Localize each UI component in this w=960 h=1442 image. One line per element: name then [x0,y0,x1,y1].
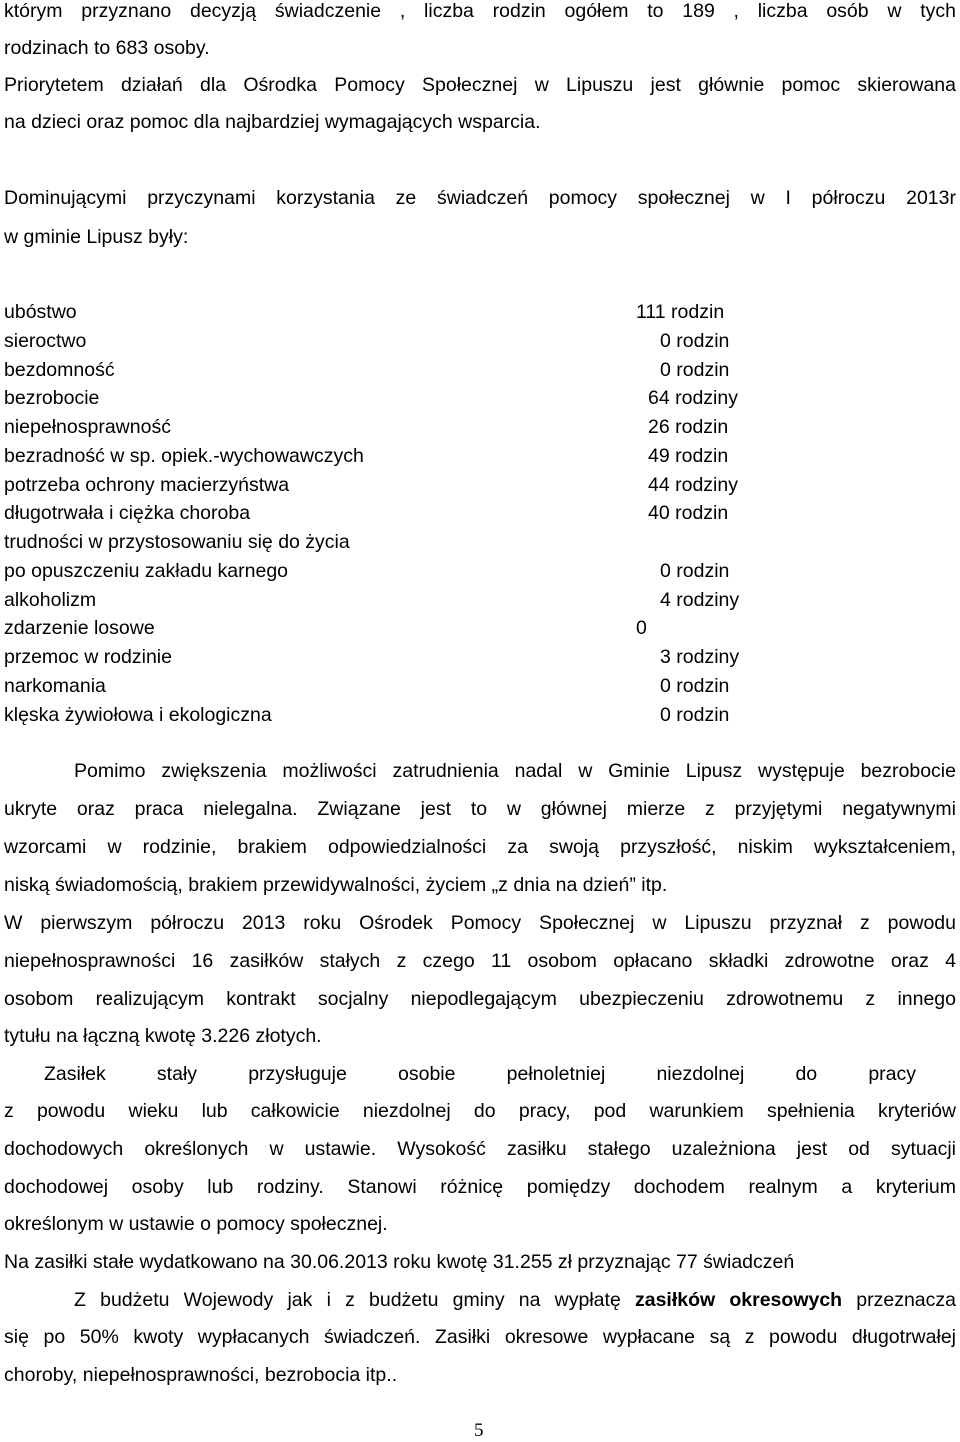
causes-intro-line: Dominującymi przyczynami korzystania ze świadczeń pomocy społecznej w I półroczu 2013r [4,187,956,209]
spending-line: Na zasiłki stałe wydatkowano na 30.06.2013 roku kwotę 31.255 zł przyznając 77 świadczeń [4,1251,795,1273]
cause-value: 111 rodzin [636,301,725,323]
intro-line: Priorytetem działań dla Ośrodka Pomocy Społecznej w Lipuszu jest głównie pomoc skierowana [4,74,956,96]
paragraph-line [74,1289,956,1312]
paragraph-line: wzorcami w rodzinie, brakiem odpowiedzialności za swoją przyszłość, niskim wykształceniem, [4,836,956,858]
paragraph-line: osobom realizującym kontrakt socjalny niepodlegającym ubezpieczeniu zdrowotnemu z innego [4,988,956,1010]
causes-intro-line: w gminie Lipusz były: [4,226,189,248]
cause-value: 49 rodzin [648,445,729,467]
cause-label: alkoholizm [4,589,97,611]
cause-value: 0 rodzin [660,560,730,582]
paragraph-text: Z budżetu Wojewody jak i z budżetu gminy na wypłatę [74,1289,635,1311]
paragraph-line: Pomimo zwiększenia możliwości zatrudnienia nadal w Gminie Lipusz występuje bezrobocie [74,760,956,782]
cause-value: 40 rodzin [648,502,729,524]
cause-label: długotrwała i ciężka choroba [4,502,251,524]
bold-term: zasiłków okresowych [634,1289,843,1311]
paragraph-line: ukryte oraz praca nielegalna. Związane jest to w głównej mierze z przyjętymi negatywnymi [4,798,956,820]
cause-label: sieroctwo [4,330,87,352]
cause-label: bezdomność [4,359,115,381]
paragraph-line: choroby, niepełnosprawności, bezrobocia itp.. [4,1364,398,1386]
cause-value: 44 rodziny [648,474,738,496]
paragraph-line: dochodowych określonych w ustawie. Wysokość zasiłku stałego uzależniona jest od sytuacji [4,1138,956,1160]
intro-line: rodzinach to 683 osoby. [4,37,210,59]
cause-label: zdarzenie losowe [4,617,155,639]
page-number: 5 [474,1420,484,1441]
cause-label: trudności w przystosowaniu się do życia [4,531,350,553]
paragraph-line: się po 50% kwoty wypłacanych świadczeń. Zasiłki okresowe wypłacane są z powodu długotrwałej [4,1326,956,1348]
cause-label: bezrobocie [4,387,100,409]
cause-value: 0 rodzin [660,330,730,352]
paragraph-line: tytułu na łączną kwotę 3.226 złotych. [4,1025,322,1047]
cause-value: 4 rodziny [660,589,740,611]
paragraph-line: niską świadomością, brakiem przewidywalności, życiem „z dnia na dzień” itp. [4,874,668,896]
cause-label: narkomania [4,675,106,697]
cause-value: 0 [636,617,647,639]
paragraph-line: W pierwszym półroczu 2013 roku Ośrodek Pomocy Społecznej w Lipuszu przyznał z powodu [4,912,956,934]
cause-value: 0 rodzin [660,704,730,726]
cause-label: ubóstwo [4,301,77,323]
cause-value: 3 rodziny [660,646,740,668]
paragraph-line: Zasiłek stały przysługuje osobie pełnoletniej niezdolnej do pracy [44,1063,916,1085]
cause-value: 0 rodzin [660,359,730,381]
paragraph-line: niepełnosprawności 16 zasiłków stałych z czego 11 osobom opłacano składki zdrowotne oraz 4 [4,950,956,972]
cause-label: potrzeba ochrony macierzyństwa [4,474,290,496]
cause-label: po opuszczeniu zakładu karnego [4,560,289,582]
intro-line: którym przyznano decyzją świadczenie , liczba rodzin ogółem to 189 , liczba osób w tych [4,0,956,22]
intro-line: na dzieci oraz pomoc dla najbardziej wymagających wsparcia. [4,111,541,133]
paragraph-line: określonym w ustawie o pomocy społecznej. [4,1213,388,1235]
cause-value: 26 rodzin [648,416,729,438]
cause-label: klęska żywiołowa i ekologiczna [4,704,272,726]
cause-label: niepełnosprawność [4,416,171,438]
cause-value: 0 rodzin [660,675,730,697]
cause-label: bezradność w sp. opiek.-wychowawczych [4,445,364,467]
cause-value: 64 rodziny [648,387,738,409]
paragraph-text: przeznacza [842,1289,956,1311]
cause-label: przemoc w rodzinie [4,646,172,668]
paragraph-line: dochodowej osoby lub rodziny. Stanowi różnicę pomiędzy dochodem realnym a kryterium [4,1176,956,1198]
paragraph-line: z powodu wieku lub całkowicie niezdolnej do pracy, pod warunkiem spełnienia kryteriów [4,1100,956,1122]
